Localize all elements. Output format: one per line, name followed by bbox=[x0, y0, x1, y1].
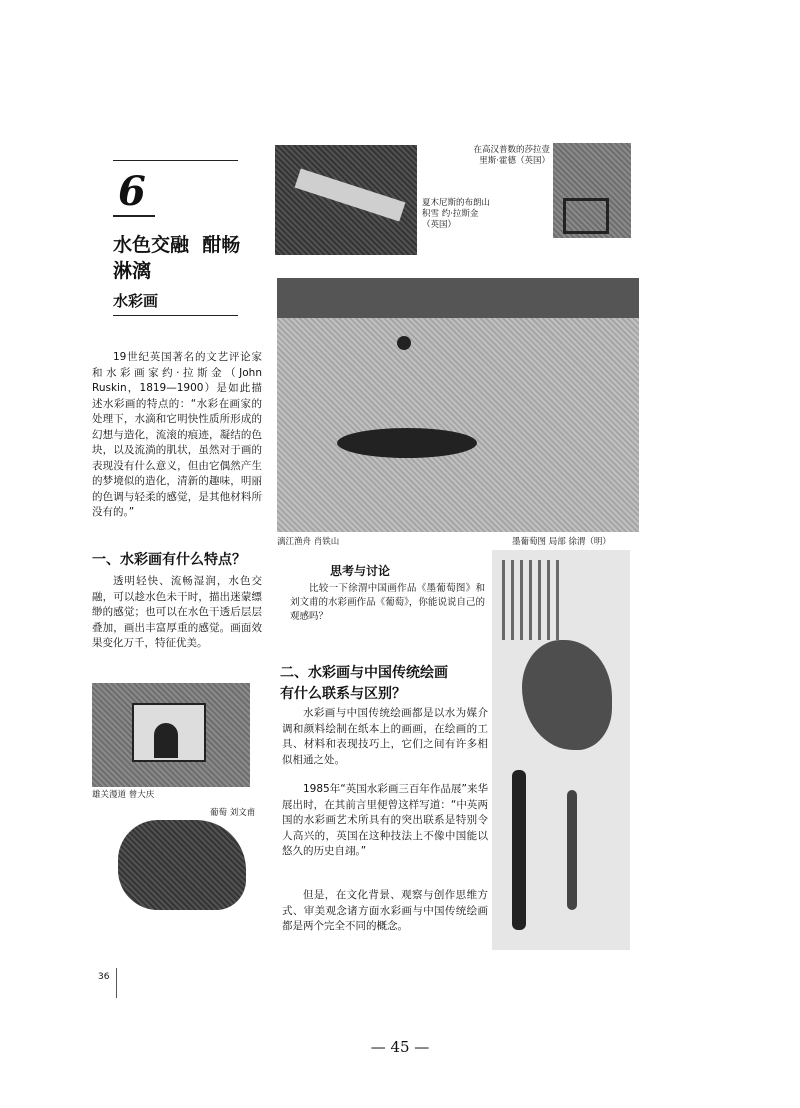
ink-grape-scroll-painting bbox=[492, 550, 630, 950]
section1-heading: 一、水彩画有什么特点？ bbox=[92, 552, 246, 568]
chapter-subtitle: 水彩画 bbox=[113, 292, 159, 310]
village-painting-caption: 雄关漫道 曾大庆 bbox=[92, 790, 155, 800]
discussion-heading: 思考与讨论 bbox=[330, 564, 391, 578]
village-painting bbox=[92, 683, 250, 787]
scroll-painting-caption: 墨葡萄图 局部 徐渭（明） bbox=[512, 537, 611, 547]
chapter-title-line2: 淋漓 bbox=[113, 260, 152, 282]
margin-tick bbox=[116, 968, 117, 998]
portrait-caption: 在高汉普数的莎拉壹里斯·霍德（英国） bbox=[473, 145, 550, 166]
lijiang-fishing-caption: 漓江渔舟 肖铁山 bbox=[277, 537, 340, 547]
book-page-number: 36 bbox=[98, 972, 110, 982]
chapter-title-line1: 水色交融 酣畅 bbox=[113, 234, 241, 256]
section2-para2: 1985年“英国水彩画三百年作品展”来华展出时，在其前言里便曾这样写道：“中英两国的水彩画艺术所具有的突出联系是特别令人高兴的，英国在这种技法上不像中国能以悠久的历史自翊。” bbox=[282, 783, 488, 857]
section2-heading-line2: 有什么联系与区别？ bbox=[280, 686, 406, 702]
grapes-painting bbox=[118, 820, 246, 910]
lijiang-fishing-painting bbox=[277, 278, 639, 532]
section2-para1: 水彩画与中国传统绘画都是以水为媒介调和颜料绘制在纸本上的画画，在绘画的工具、材料和表现技巧上，它们之间有许多相似相通之处。 bbox=[282, 707, 488, 766]
section1-text: 透明轻快、流畅湿润，水色交融，可以趁水色未干时，描出迷蒙缥缈的感觉；也可以在水色干透后层层叠加，画出丰富厚重的感觉。画面效果变化万千，特征优美。 bbox=[92, 575, 262, 649]
section2-para3: 但是，在文化背景、观察与创作思维方式、审美观念诸方面水彩画与中国传统绘画都是两个完全不同的概念。 bbox=[282, 889, 488, 932]
intro-paragraph: 19世纪英国著名的文艺评论家和水彩画家约·拉斯金（John Ruskin，1819—1900）是如此描述水彩画的特点的：“水彩在画家的处理下，水滴和它明快性质所形成的幻想与造化，流滚的痕迹，凝结的色块，以及流淌的肌状，虽然对于画的表现没有什么意义，但由它偶然产生的梦境似的造化，清新的趣味，明丽的色调与轻柔的感觉，是其他材料所没有的。” bbox=[92, 351, 262, 518]
grapes-painting-caption: 葡萄 刘文甫 bbox=[210, 808, 256, 818]
mountain-snow-painting bbox=[275, 145, 417, 255]
section2-heading-line1: 二、水彩画与中国传统绘画 bbox=[280, 665, 448, 681]
chapter-number: 6 bbox=[118, 168, 146, 215]
portrait-painting bbox=[553, 143, 631, 238]
mountain-snow-caption: 夏木尼斯的布朗山积雪 约·拉斯金（英国） bbox=[422, 198, 491, 230]
chapter-top-rule bbox=[113, 160, 238, 161]
chapter-bottom-rule bbox=[113, 315, 238, 316]
chapter-number-underline bbox=[113, 215, 155, 217]
discussion-text: 比较一下徐渭中国画作品《墨葡萄图》和刘文甫的水彩画作品《葡萄》，你能说说自己的观感吗？ bbox=[290, 583, 485, 622]
page-number: — 45 — bbox=[370, 1038, 430, 1056]
